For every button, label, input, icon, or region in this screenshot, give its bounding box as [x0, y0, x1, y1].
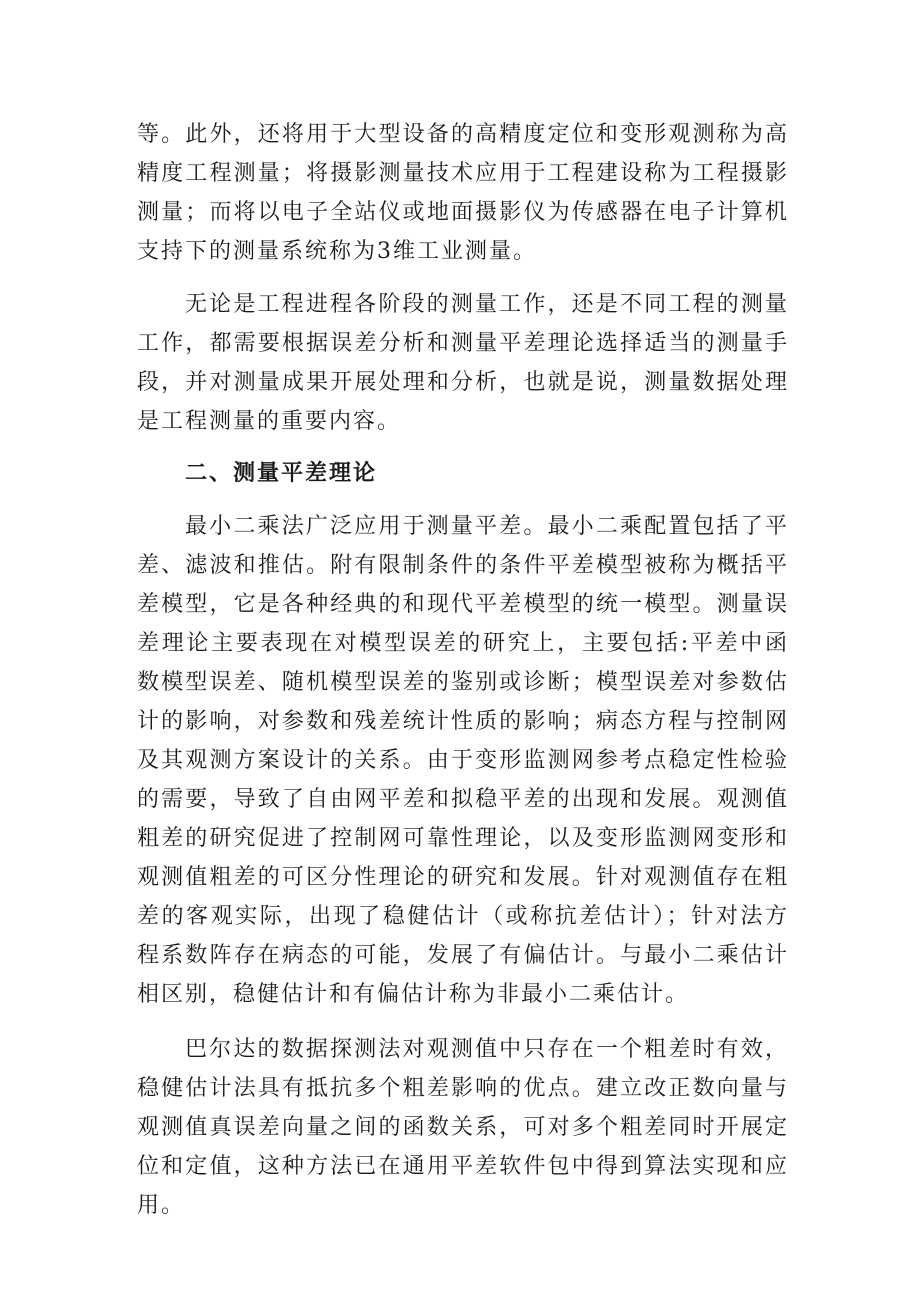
paragraph-least-squares: 最小二乘法广泛应用于测量平差。最小二乘配置包括了平差、滤波和推估。附有限制条件的条件平差模型被称为概括平差模型，它是各种经典的和现代平差模型的统一模型。测量误差理论主要表现在对模型误差的研究上，主要包括:平差中函数模型误差、随机模型误差的鉴别或诊断；模型误差对参数估计的影响，对参数和残差统计性质的影响；病态方程与控制网及其观测方案设计的关系。由于变形监测网参考点稳定性检验的需要，导致了自由网平差和拟稳平差的出现和发展。观测值粗差的研究促进了控制网可靠性理论，以及变形监测网变形和观测值粗差的可区分性理论的研究和发展。针对观测值存在粗差的客观实际，出现了稳健估计（或称抗差估计）；针对法方程系数阵存在病态的可能，发展了有偏估计。与最小二乘估计相区别，稳健估计和有偏估计称为非最小二乘估计。: [137, 514, 789, 1007]
paragraph-baarda: 巴尔达的数据探测法对观测值中只存在一个粗差时有效，稳健估计法具有抵抗多个粗差影响的优点。建立改正数向量与观测值真误差向量之间的函数关系，可对多个粗差同时开展定位和定值，这种方法已在通用平差软件包中得到算法实现和应用。: [137, 1037, 789, 1218]
section-heading: 二、测量平差理论: [185, 461, 378, 486]
paragraph-continuation: 等。此外，还将用于大型设备的高精度定位和变形观测称为高精度工程测量；将摄影测量技术应用于工程建设称为工程摄影测量；而将以电子全站仪或地面摄影仪为传感器在电子计算机支持下的测量系统称为3维工业测量。: [137, 122, 789, 264]
paragraph-measurement-work: 无论是工程进程各阶段的测量工作，还是不同工程的测量工作，都需要根据误差分析和测量平差理论选择适当的测量手段，并对测量成果开展处理和分析，也就是说，测量数据处理是工程测量的重要内容。: [137, 292, 789, 434]
